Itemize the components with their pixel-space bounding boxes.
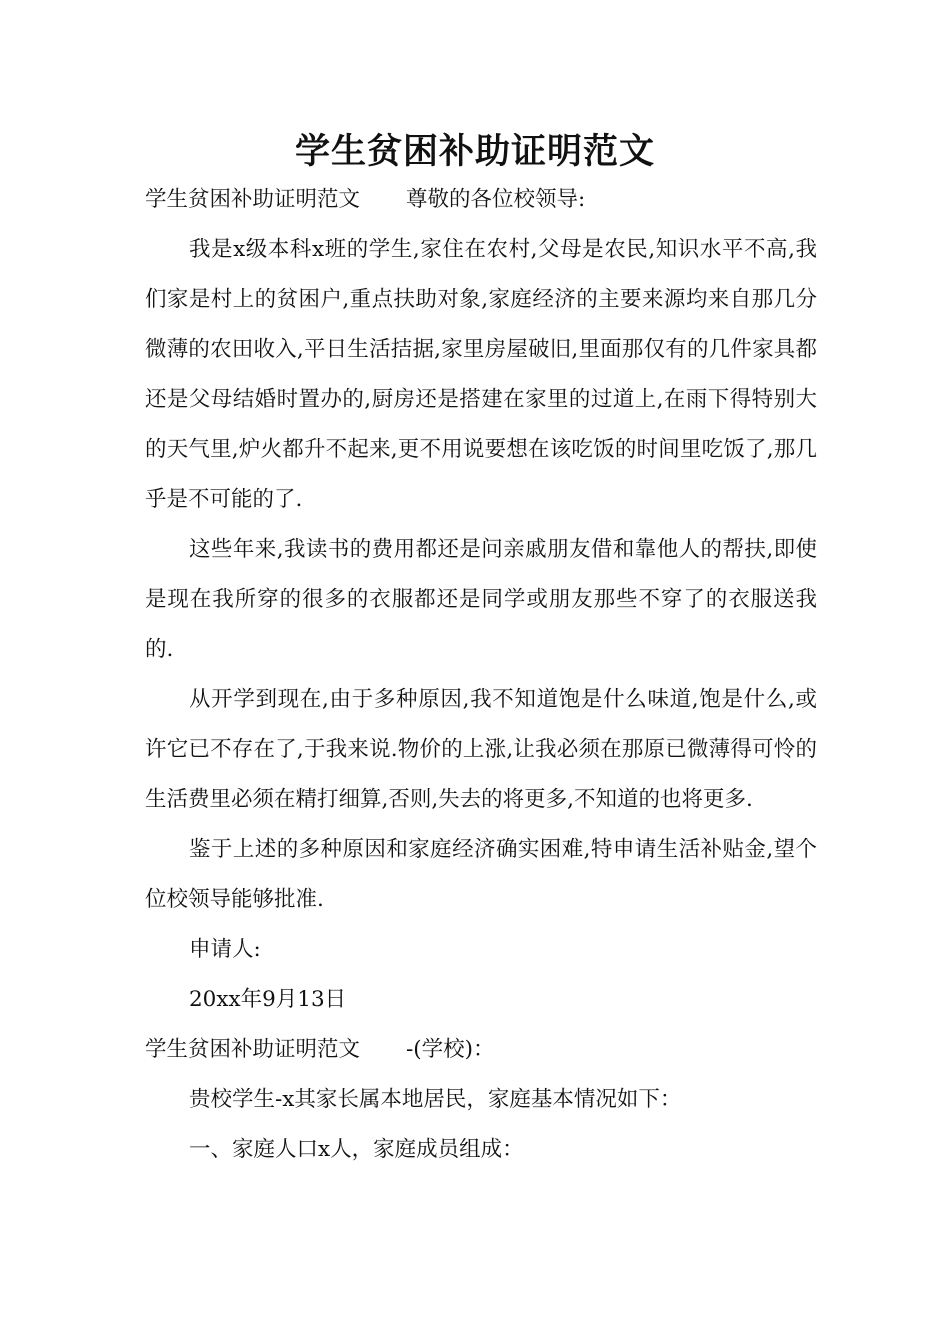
paragraph-3: 从开学到现在,由于多种原因,我不知道饱是什么味道,饱是什么,或许它已不存在了,于我来说.物价的上涨,让我必须在那原已微薄得可怜的生活费里必须在精打细算,否则,失去的将更多,不知道的也将更多.: [145, 687, 817, 812]
document-body: [145, 175, 817, 1175]
paragraph-6: 一、家庭人口x人，家庭成员组成：: [189, 1137, 524, 1162]
heading-line-1: [145, 175, 817, 225]
school-line: -(学校)：: [406, 1037, 495, 1062]
salutation: 尊敬的各位校领导:: [406, 187, 586, 212]
paragraph-5: 贵校学生-x其家长属本地居民，家庭基本情况如下：: [189, 1087, 682, 1112]
date-line: 20xx年9月13日: [189, 987, 347, 1012]
heading-line-2: [145, 1025, 817, 1075]
paragraph-2: 这些年来,我读书的费用都还是问亲戚朋友借和靠他人的帮扶,即使是现在我所穿的很多的衣服都还是同学或朋友那些不穿了的衣服送我的.: [145, 537, 817, 662]
heading-line-1-a: 学生贫困补助证明范文: [145, 187, 361, 212]
heading-line-2-a: 学生贫困补助证明范文: [145, 1037, 361, 1062]
applicant-line: 申请人:: [189, 937, 261, 962]
paragraph-4: 鉴于上述的多种原因和家庭经济确实困难,特申请生活补贴金,望个位校领导能够批准.: [145, 837, 817, 912]
paragraph-1: 我是x级本科x班的学生,家住在农村,父母是农民,知识水平不高,我们家是村上的贫困户,重点扶助对象,家庭经济的主要来源均来自那几分微薄的农田收入,平日生活拮据,家里房屋破旧,里面那仅有的几件家具都还是父母结婚时置办的,厨房还是搭建在家里的过道上,在雨下得特别大的天气里,炉火都升不起来,更不用说要想在该吃饭的时间里吃饭了,那几乎是不可能的了.: [145, 237, 817, 512]
document-title: 学生贫困补助证明范文: [294, 131, 655, 172]
